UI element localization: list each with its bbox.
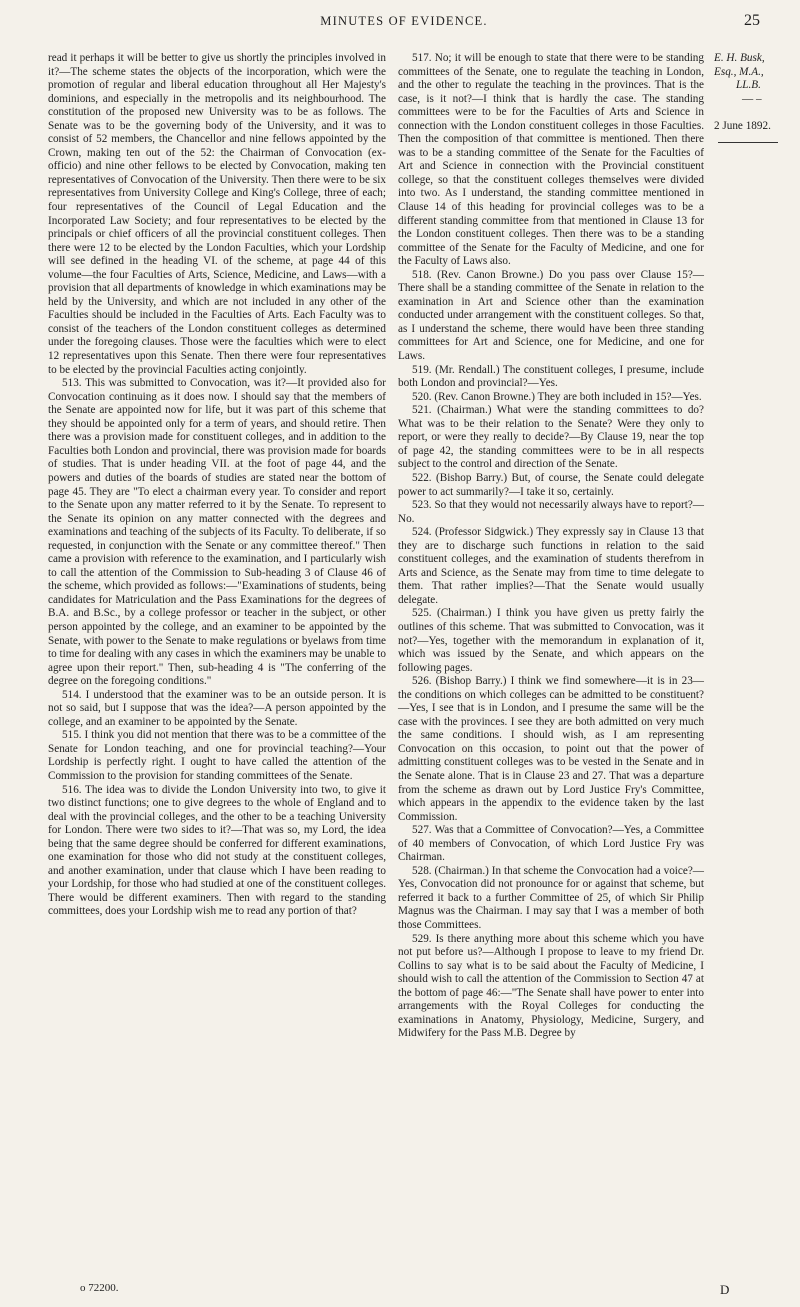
witness-name: E. H. Busk, — [714, 52, 765, 64]
session-date: 2 June 1892. — [714, 120, 771, 133]
paragraph: 519. (Mr. Rendall.) The constituent colleges, I presume, include both London and provincial?—Yes. — [398, 363, 704, 390]
paragraph: 521. (Chairman.) What were the standing committees to do? What was to be their relation to the Senate? Were they only to report, or were they really to decide?—By Clause 19, near the top of page 42, the standing committees were to be in all respects subject to the control and direction of the Senate. — [398, 404, 704, 471]
paragraph: 514. I understood that the examiner was to be an outside person. It is not so said, but I suppose that was the idea?—A person appointed by the college, and an examiner to be appointed by the Senate. — [48, 688, 386, 728]
print-code: o 72200. — [80, 1282, 119, 1294]
margin-rule — [718, 142, 778, 143]
paragraph: 528. (Chairman.) In that scheme the Convocation had a voice?—Yes, Convocation did not pronounce for or against that scheme, but referred it back to a further Committee of 25, of which Sir Philip Magnus was the Chairman. I may say that I was a member of both those Committees. — [398, 864, 704, 931]
running-title: MINUTES OF EVIDENCE. — [320, 14, 488, 28]
paragraph: 513. This was submitted to Convocation, was it?—It provided also for Convocation continuing as it does now. I should say that the members of the Senate are appointed now for life, but it was part of this scheme that they should be appointed only for a term of years, and should retire. Then there was a provision made for constituent colleges, and in addition to the Faculties both London and provincial, there was provision made for boards of studies. That is under heading VII. at the foot of page 44, and the powers and duties of the boards of studies are stated near the bottom of page 45. They are "To elect a chairman every year. To consider and report to the Senate upon any matter referred to it by the Senate. To represent to the Senate its opinion on any matter connected with the degrees and examinations and teaching of the subjects of its Faculty. To deliberate, if so requested, in conjunction with the Senate or any committee thereof." Then came a provision with reference to the examination, and I particularly wish to call the attention of the Commission to Sub-heading 3 of Clause 46 of the scheme, which provided as follows:—"Examinations of students, being candidates for Matriculation and the Pass Examinations for the degrees of B.A. and B.Sc., by a college professor or teacher in the subject, or other person appointed by the college, and an examiner to be appointed by the Senate, with power to the Senate to make regulations or byelaws from time to time for dealing with any cases in which the examiners may be unable to agree upon their report." Then, sub-heading 4 is "The conferring of the degree on the foregoing conditions." — [48, 377, 386, 688]
witness-degree-2: LL.B. — [736, 79, 761, 92]
witness-degree: Esq., M.A., — [714, 65, 764, 78]
margin-dash: — – — [742, 92, 762, 105]
paragraph: 520. (Rev. Canon Browne.) They are both included in 15?—Yes. — [412, 390, 702, 403]
paragraph: 524. (Professor Sidgwick.) They expressly say in Clause 13 that they are to discharge such functions in relation to the said constituent colleges, and the examination of students therefrom in Arts and Science, as the Senate may from time to time delegate to them. That rather implies?—That the Senate would usually delegate. — [398, 526, 704, 606]
paragraph: 516. The idea was to divide the London University into two, to give it two distinct functions; one to give degrees to the whole of England and to deal with the provincial colleges, and the other to be a teaching University for London. There were two sides to it?—That was so, my Lord, the idea being that the same degree should be conferred for different examinations, one examination for those who did not study at the constituent colleges, and another examination, under that clause which I have been reading to your Lordship, for those who had studied at one of the constituent colleges. There would be different examiners. Then with regard to the standing committees, does your Lordship wish me to read any portion of that? — [48, 783, 386, 918]
paragraph: 526. (Bishop Barry.) I think we find somewhere—it is in 23—the conditions on which colleges can be admitted to be constituent?—Yes, I see that is in London, and I presume the same will be the case with the provinces. I see they are both admitted on very much the same conditions. I should wish, as I am representing Convocation on this occasion, to point out that the power of admitting constituent colleges was to be vested in the Senate and in the Senate alone. That is in Clause 23 and 27. That was a departure from the scheme as drawn out by Lord Justice Fry's Committee, which appears in the appendix to the evidence taken by the last Commission. — [398, 675, 704, 823]
paragraph: 515. I think you did not mention that there was to be a committee of the Senate for London teaching, and one for provincial teaching?—Your Lordship is perfectly right. I ought to have called the attention of the Commission to the provision for standing committees of the Senate. — [48, 729, 386, 782]
signature-mark: D — [720, 1282, 730, 1297]
paragraph: 527. Was that a Committee of Convocation?—Yes, a Committee of 40 members of Convocation, of which Lord Justice Fry was Chairman. — [398, 824, 704, 864]
paragraph: read it perhaps it will be better to give us shortly the principles involved in it?—The scheme states the objects of the incorporation, which were the promotion of regular and liberal education throughout all Her Majesty's dominions, and especially in the metropolis and its neighbourhood. The constitution of the proposed new University was to be as follows. The Senate was to be the governing body of the University, and it was to consist of 52 members, the Chancellor and nine fellows appointed by the Crown, making ten out of the 52: the Chairman of Convocation (ex-officio) and nine other fellows to be elected by Convocation, making ten representatives of Convocation of the University. Then there were to be six representatives from University College and King's College, three of each; four representatives of the Council of Legal Education and the Incorporated Law Society; and four representatives to be elected by the principals or chief officers of all the provincial constituent colleges. Then there were 12 to be elected by the London Faculties, which your Lordship will see defined in the heading VI. of the scheme, at page 44 of this volume—the four Faculties of Arts, Science, Medicine, and Laws—with a provision that all departments of knowledge in which examinations may be held by the University, and which are not included in any other of the Faculties should be included in the Faculties of Arts. Each Faculty was to consist of the teachers of the London constituent colleges as determined under the foregoing clauses. Those were the faculties which were to elect 12 representatives upon this Senate. Then there were four representatives to be elected by the provincial Faculties acting conjointly. — [48, 52, 386, 376]
paragraph: 525. (Chairman.) I think you have given us pretty fairly the outlines of this scheme. That was submitted to Convocation, was it not?—Yes, together with the memorandum in explanation of it, which was issued by the Senate, and which appears on the following pages. — [398, 607, 704, 674]
page-header — [48, 10, 760, 36]
paragraph: 517. No; it will be enough to state that there were to be standing committees of the Senate, one to regulate the teaching in London, and the other to regulate the teaching in the provinces. That is the case, is it not?—I think that is hardly the case. The standing committees were to be for the Faculties of Arts and Science in connection with the London constituent colleges in those Faculties. Then the composition of that committee is mentioned. Then there was to be a standing committee of the Senate for the Faculties of Art and Science in connection with the Provincial constituent college, so that the constituent colleges themselves were divided into two. As I understand, the standing committee mentioned in Clause 14 of this heading for provincial colleges was to be a different standing committee from that mentioned in Clause 13 for the London constituent colleges. Then there was to be a standing committee of the Senate for the Faculty of Medicine, and one for the Faculty of Laws also. — [398, 52, 704, 268]
paragraph: 529. Is there anything more about this scheme which you have not put before us?—Although I propose to leave to my friend Dr. Collins to say what is to be said about the Faculty of Medicine, I should wish to call the attention of the Commission to Section 47 at the bottom of page 46:—"The Senate shall have power to enter into arrangements with the Royal Colleges for conducting the examinations in Anatomy, Physiology, Medicine, Surgery, and Midwifery for the Pass M.B. Degree by — [398, 932, 704, 1040]
left-column — [48, 52, 386, 919]
witness-margin-note — [714, 52, 794, 143]
paragraph: 518. (Rev. Canon Browne.) Do you pass over Clause 15?—There shall be a standing committee of the Senate in relation to the examination in Art and Science other than the examination conducted under arrangement with the constituent colleges. So that, as I understand the scheme, there would have been three standing committees for Art and Science, one for Medicine, and one for Laws. — [398, 268, 704, 363]
paragraph: 523. So that they would not necessarily always have to report?—No. — [398, 499, 704, 525]
paragraph: 522. (Bishop Barry.) But, of course, the Senate could delegate power to act summarily?—I take it so, certainly. — [398, 471, 704, 498]
page-number: 25 — [744, 12, 760, 29]
right-column — [398, 52, 704, 1041]
